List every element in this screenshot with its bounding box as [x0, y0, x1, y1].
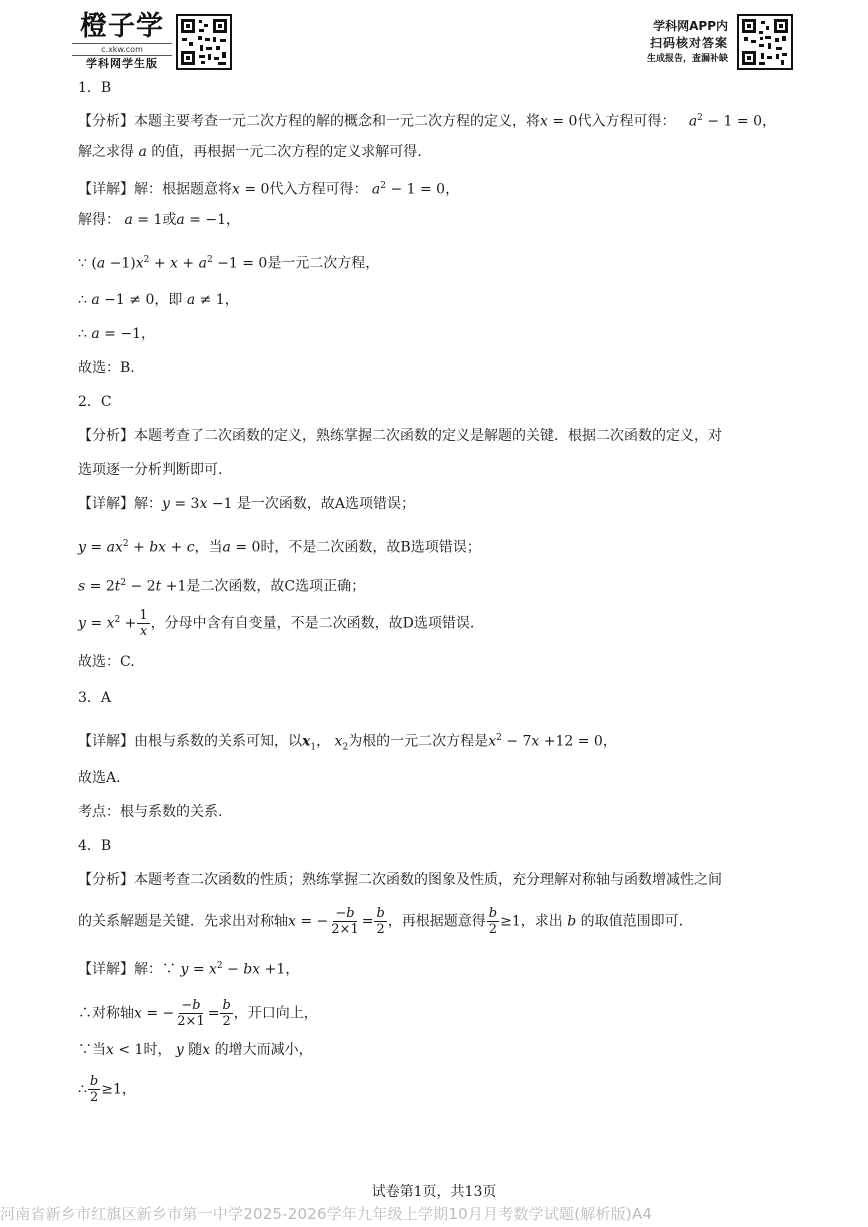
q4-detail: 【详解】解：∵ $y = x^2$ − bx +1，	[78, 961, 300, 978]
q4-analysis: 【分析】本题考查二次函数的性质；熟练掌握二次函数的图象及性质，充分理解对称轴与函数增减性之间	[78, 872, 722, 888]
q2-choice: 故选：C.	[78, 654, 135, 670]
page-number: 试卷第1页，共13页	[371, 1184, 497, 1200]
app-promo-line3: 生成报告，查漏补缺	[646, 54, 728, 64]
q2-analysis: 【分析】本题考查了二次函数的定义，熟练掌握二次函数的定义是解题的关键．根据二次函数的定义，对	[78, 428, 722, 444]
brand-subtitle: 学科网学生版	[86, 57, 158, 70]
app-promo-line1: 学科网APP内	[653, 19, 728, 33]
qr-code-icon	[176, 14, 232, 70]
brand-url: c.xkw.com	[72, 43, 172, 56]
q1-analysis: 【分析】本题主要考查一元二次方程的解的概念和一元二次方程的定义，将x = 0代入方程可得： $a^2 - 1 = 0$，	[78, 113, 776, 130]
q1-analysis-cont: 解之求得 a 的值，再根据一元二次方程的定义求解可得.	[78, 144, 422, 160]
document-source: 河南省新乡市红旗区新乡市第一中学2025-2026学年九年级上学期10月月考数学试题(解析版)A4	[0, 1205, 653, 1223]
q4-monotonic: ∵当x < 1时， y 随x 的增大而减小，	[78, 1042, 313, 1058]
q1-solve: 解得： a = 1或a = −1，	[78, 212, 240, 228]
q1-condition: ∵ $(a -1)x^2 + x + a^2 -1 = 0$是一元二次方程，	[78, 255, 380, 272]
q1-result: ∴ a = −1，	[78, 326, 155, 342]
q3-choice: 故选A.	[78, 770, 121, 786]
q1-inequality: ∴ a −1 ≠ 0，即 a ≠ 1，	[78, 292, 239, 308]
app-promo-line2: 扫码核对答案	[649, 36, 728, 50]
question-2-answer: 2．C	[78, 394, 112, 410]
question-3-answer: 3．A	[78, 690, 112, 706]
q1-detail: 【详解】解：根据题意将x = 0代入方程可得： $a^2 - 1 = 0$，	[78, 181, 460, 198]
q1-choice: 故选：B.	[78, 360, 135, 376]
qr-code-icon	[737, 14, 793, 70]
brand-block	[72, 12, 172, 71]
app-promo	[647, 18, 728, 66]
q2-option-c: $s = 2t^2 - 2t +1$是二次函数，故C选项正确；	[78, 578, 366, 595]
question-4-answer: 4．B	[78, 838, 112, 854]
q2-option-b: $y = ax^2$ + bx + c，当a = 0时，不是二次函数，故B选项错误；	[78, 539, 481, 556]
q2-analysis-cont: 选项逐一分析判断即可.	[78, 462, 223, 478]
brand-logo: 橙子学	[80, 11, 164, 42]
question-1-answer: 1．B	[78, 80, 112, 96]
q3-detail: 【详解】由根与系数的关系可知，以$x_1$， $x_2$为根的一元二次方程是$x^2 - 7x +12 = 0$，	[78, 733, 617, 753]
q2-option-a: 【详解】解：y = 3x −1 是一次函数，故A选项错误；	[78, 496, 416, 512]
q2-option-d: $y = x^2$ + $\frac{1}{x}$ ，分母中含有自变量，不是二次函数，故D选项错误.	[78, 608, 475, 639]
q4-axis: ∴对称轴x = − $\frac{-b}{2\times 1}$ = $\frac{b}{2}$ ，开口向上，	[78, 998, 318, 1029]
q3-topic: 考点：根与系数的关系.	[78, 804, 223, 820]
q4-analysis-cont: 的关系解题是关键．先求出对称轴x = − $\frac{-b}{2\times 1}$ = $\frac{b}{2}$ ，再根据题意得 $\frac{b}{2}$ ≥1，求出 b 的取值范围即可.	[78, 906, 684, 937]
q4-conclusion: ∴ $\frac{b}{2}$ ≥1，	[78, 1074, 136, 1105]
